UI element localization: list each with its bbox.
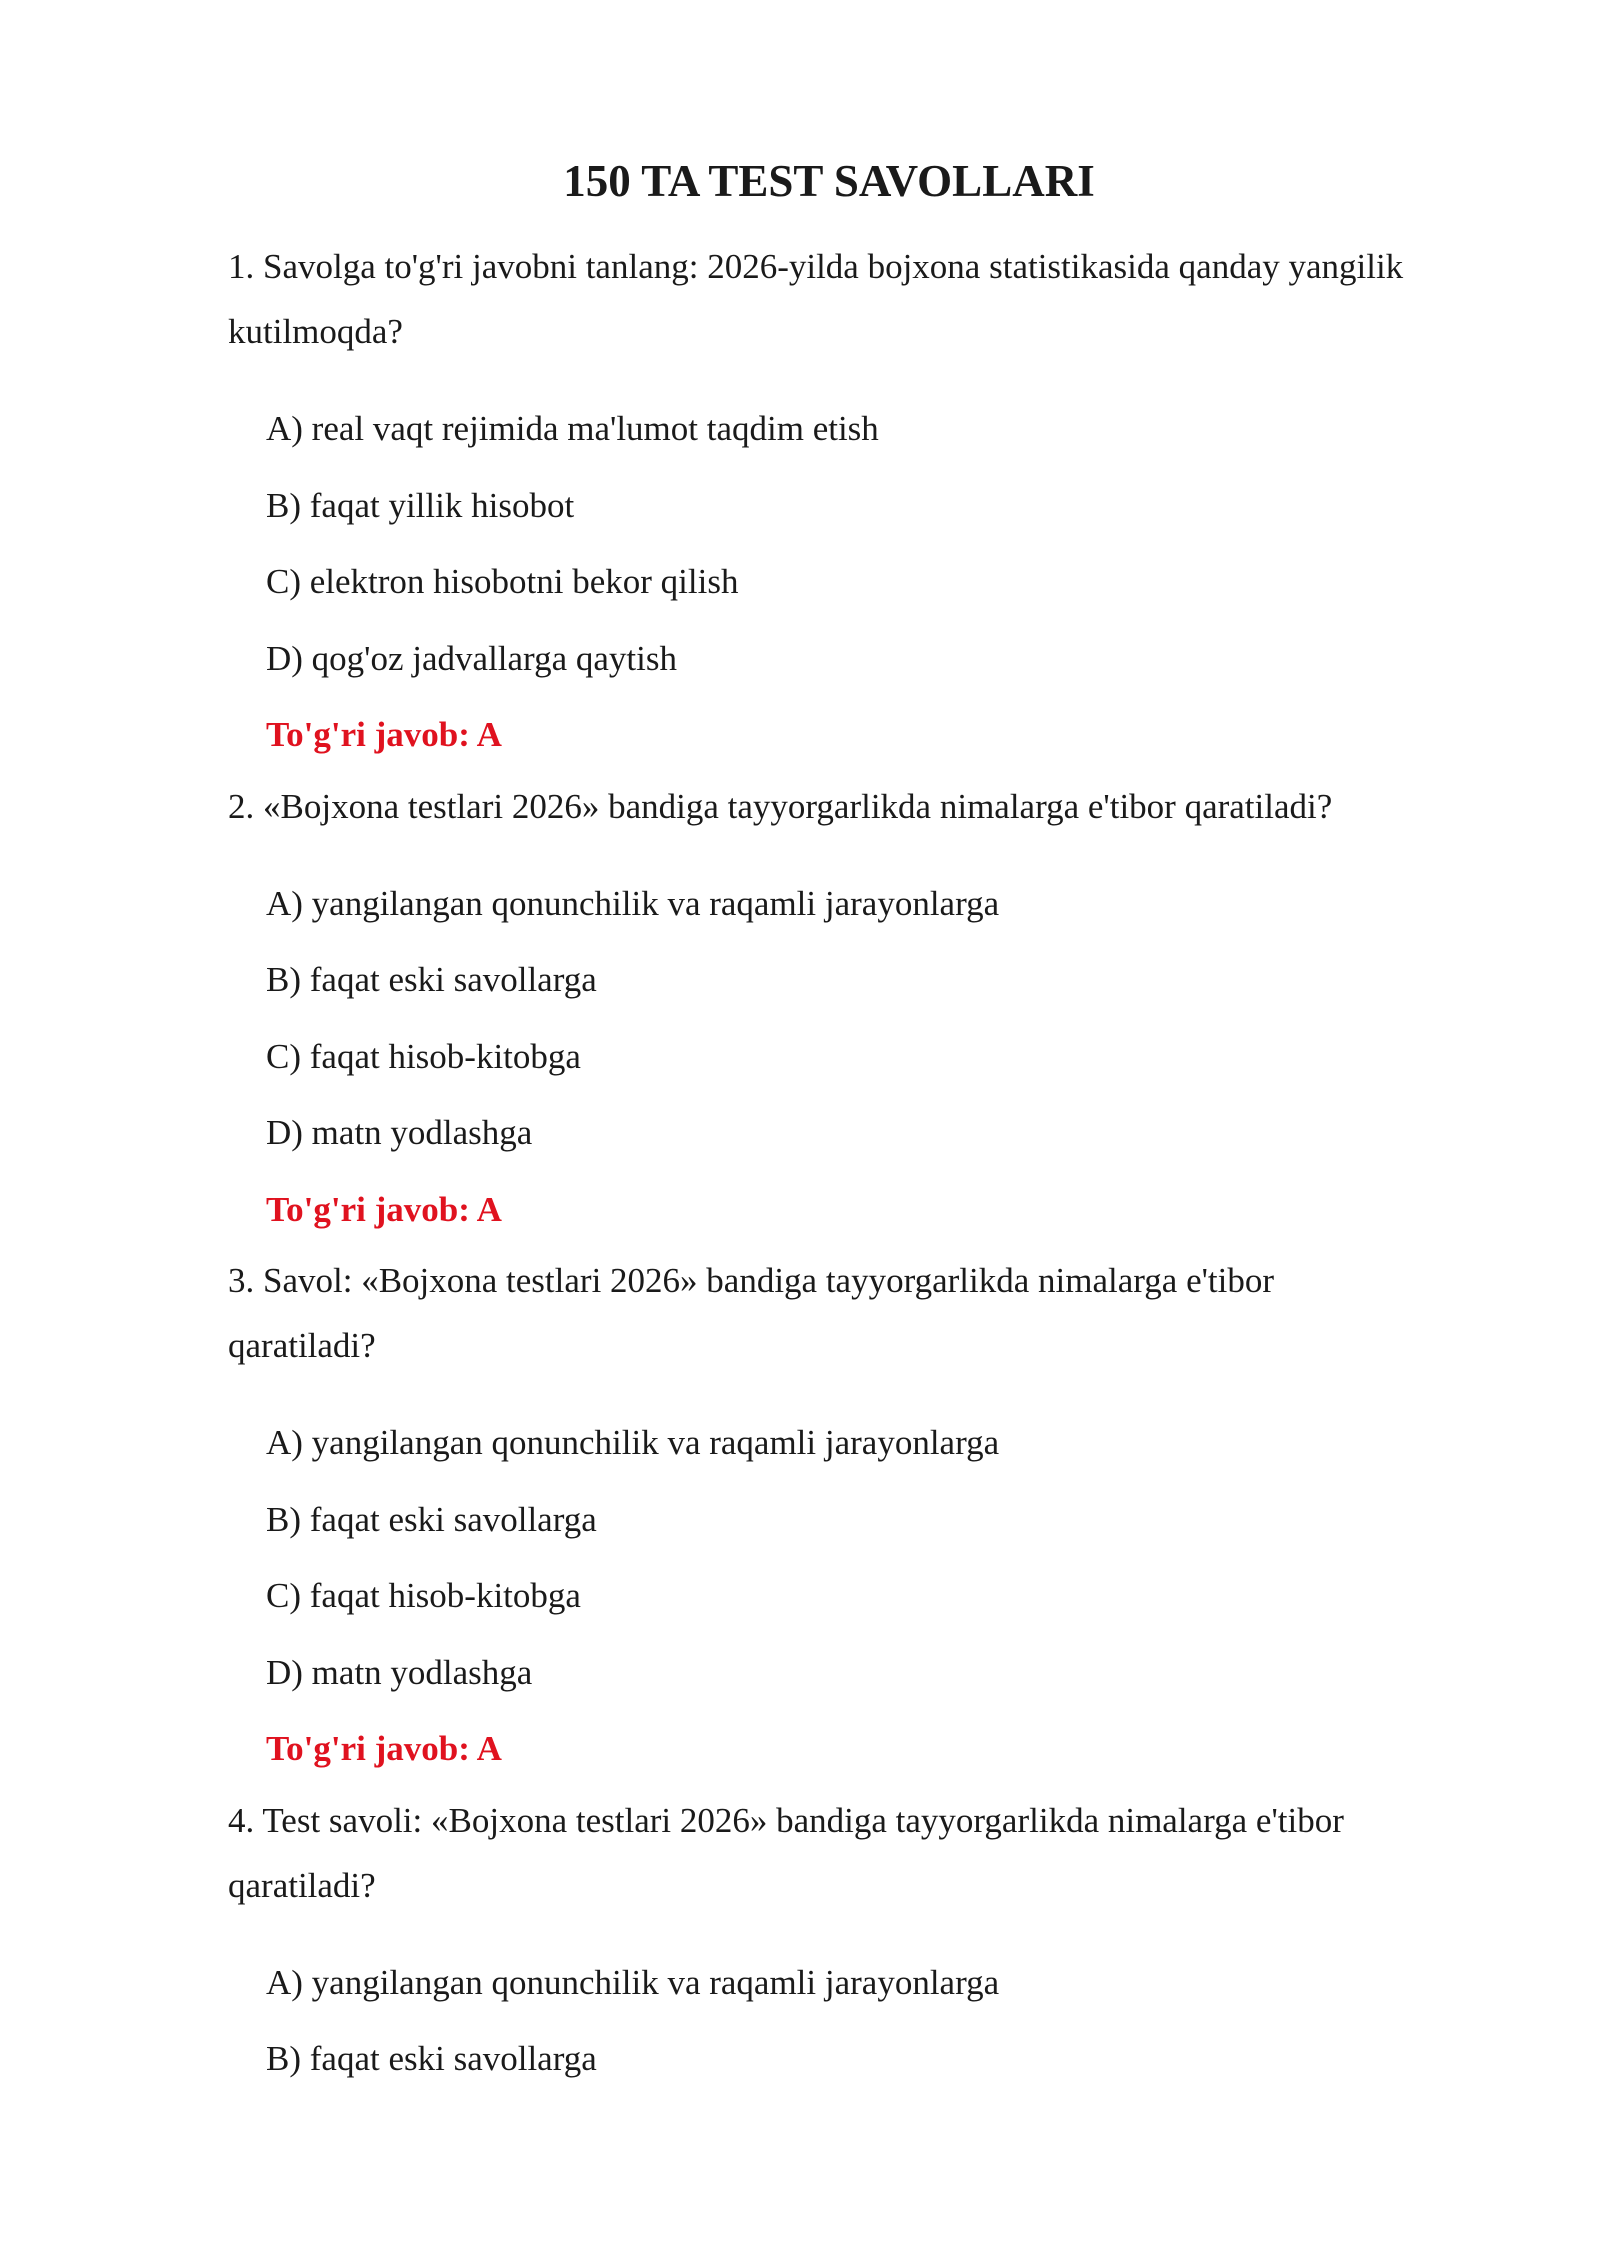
options-list [228,866,1430,1172]
option-c: C) faqat hisob-kitobga [266,1036,581,1076]
question-4 [228,1788,1430,2098]
question-1 [228,234,1430,774]
options-list [228,391,1430,697]
option-d: D) matn yodlashga [266,1652,533,1692]
question-text: 2. «Bojxona testlari 2026» bandiga tayyorgarlikda nimalarga e'tibor qaratiladi? [228,786,1333,826]
option-a: A) yangilangan qonunchilik va raqamli jarayonlarga [266,1962,1000,2002]
option-a: A) real vaqt rejimida ma'lumot taqdim etish [266,409,879,448]
option-b: B) faqat eski savollarga [266,960,597,999]
option-a: A) yangilangan qonunchilik va raqamli jarayonlarga [266,1423,1000,1462]
option-b: B) faqat eski savollarga [266,2039,597,2078]
question-3 [228,1248,1430,1788]
question-text: 1. Savolga to'g'ri javobni tanlang: 2026-yilda bojxona statistikasida qanday yangilik kutilmoqda? [228,247,1404,351]
option-c: C) faqat hisob-kitobga [266,1576,581,1615]
option-d: D) matn yodlashga [266,1113,533,1152]
option-a: A) yangilangan qonunchilik va raqamli jarayonlarga [266,883,1000,923]
page-title: 150 TA TEST SAVOLLARI [563,156,1095,206]
option-c: C) elektron hisobotni bekor qilish [266,562,739,601]
correct-answer: To'g'ri javob: A [266,1189,502,1229]
question-2 [228,774,1430,1249]
options-list [228,1405,1430,1711]
correct-answer: To'g'ri javob: A [266,1729,502,1768]
question-text: 3. Savol: «Bojxona testlari 2026» bandiga tayyorgarlikda nimalarga e'tibor qaratiladi? [228,1261,1275,1365]
option-d: D) qog'oz jadvallarga qaytish [266,638,677,678]
correct-answer: To'g'ri javob: A [266,715,502,754]
options-list [228,1945,1430,2098]
option-b: B) faqat yillik hisobot [266,485,575,525]
option-b: B) faqat eski savollarga [266,1499,597,1539]
question-text: 4. Test savoli: «Bojxona testlari 2026» bandiga tayyorgarlikda nimalarga e'tibor qaratiladi? [228,1800,1344,1905]
